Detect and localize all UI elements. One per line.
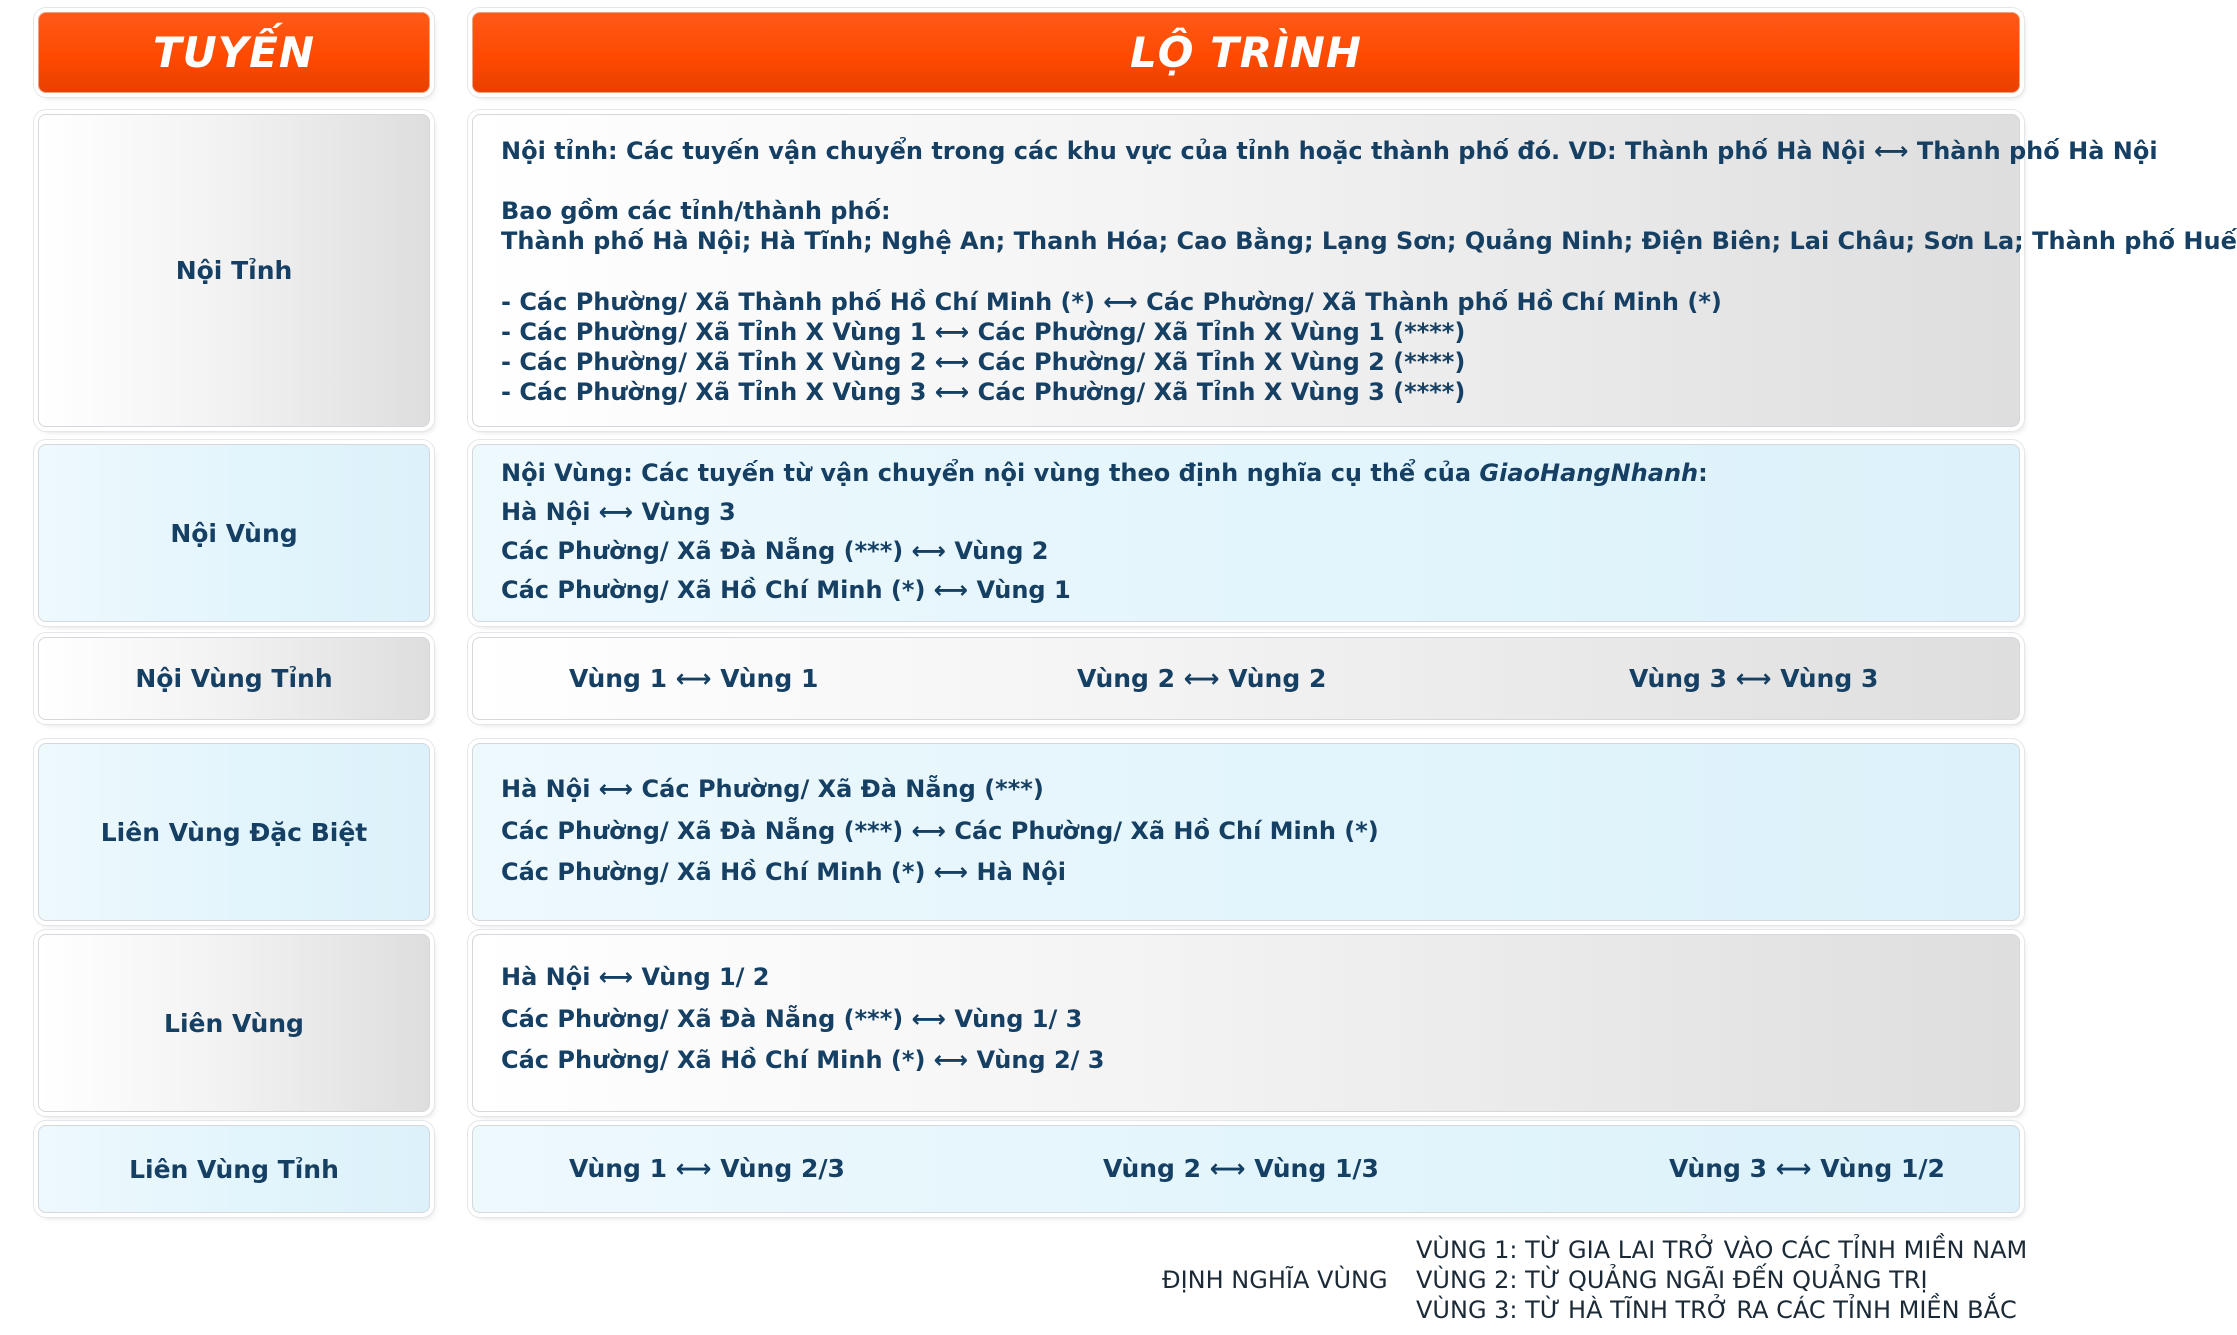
route-detail-lien-vung xyxy=(472,934,2020,1112)
route-label-text: Liên Vùng xyxy=(164,1008,304,1038)
zone-pair: Vùng 2 ⟷ Vùng 1/3 xyxy=(1103,1154,1379,1183)
detail-line: - Các Phường/ Xã Tỉnh X Vùng 1 ⟷ Các Phường/ Xã Tỉnh X Vùng 1 (****) xyxy=(501,318,1466,346)
detail-line: - Các Phường/ Xã Tỉnh X Vùng 2 ⟷ Các Phường/ Xã Tỉnh X Vùng 2 (****) xyxy=(501,348,1466,376)
detail-line: Nội tỉnh: Các tuyến vận chuyển trong các khu vực của tỉnh hoặc thành phố đó. VD: Thành phố Hà Nội ⟷ Thành phố Hà Nội xyxy=(501,137,2158,165)
zone-pair: Vùng 1 ⟷ Vùng 2/3 xyxy=(569,1154,845,1183)
header-tuyen-label: TUYẾN xyxy=(152,28,315,77)
route-detail-noi-vung-tinh xyxy=(472,637,2020,720)
detail-line: Các Phường/ Xã Đà Nẵng (***) ⟷ Vùng 1/ 3 xyxy=(501,1005,1083,1033)
route-label-lien-vung-dac-biet xyxy=(38,743,430,921)
header-tuyen xyxy=(38,12,430,93)
zone-pair: Vùng 3 ⟷ Vùng 1/2 xyxy=(1669,1154,1945,1183)
route-label-noi-tinh xyxy=(38,114,430,427)
detail-line: Các Phường/ Xã Đà Nẵng (***) ⟷ Vùng 2 xyxy=(501,537,1049,565)
zone-definition-item: VÙNG 3: TỪ HÀ TĨNH TRỞ RA CÁC TỈNH MIỀN BẮC xyxy=(1416,1296,2017,1324)
header-lo-trinh xyxy=(472,12,2020,93)
detail-line xyxy=(501,459,1708,487)
route-detail-lien-vung-dac-biet xyxy=(472,743,2020,921)
brand-name: GiaoHangNhanh xyxy=(1479,459,1699,487)
route-label-text: Liên Vùng Tỉnh xyxy=(129,1154,339,1184)
zone-pair: Vùng 3 ⟷ Vùng 3 xyxy=(1629,664,1879,693)
detail-line: - Các Phường/ Xã Tỉnh X Vùng 3 ⟷ Các Phường/ Xã Tỉnh X Vùng 3 (****) xyxy=(501,378,1466,406)
detail-line: Hà Nội ⟷ Vùng 1/ 2 xyxy=(501,963,770,991)
detail-line: Hà Nội ⟷ Các Phường/ Xã Đà Nẵng (***) xyxy=(501,775,1044,803)
route-detail-noi-vung xyxy=(472,444,2020,622)
detail-line: Các Phường/ Xã Hồ Chí Minh (*) ⟷ Vùng 2/ 3 xyxy=(501,1046,1105,1074)
zone-definition-title: ĐỊNH NGHĨA VÙNG xyxy=(1162,1266,1388,1294)
detail-line: Hà Nội ⟷ Vùng 3 xyxy=(501,498,736,526)
route-detail-noi-tinh xyxy=(472,114,2237,427)
detail-line: Các Phường/ Xã Đà Nẵng (***) ⟷ Các Phường/ Xã Hồ Chí Minh (*) xyxy=(501,817,1379,845)
zone-definition-item: VÙNG 2: TỪ QUẢNG NGÃI ĐẾN QUẢNG TRỊ xyxy=(1416,1266,1928,1294)
zone-pair: Vùng 2 ⟷ Vùng 2 xyxy=(1077,664,1327,693)
detail-line: Các Phường/ Xã Hồ Chí Minh (*) ⟷ Hà Nội xyxy=(501,858,1066,886)
route-label-text: Nội Vùng Tỉnh xyxy=(135,664,333,693)
zone-definition-item: VÙNG 1: TỪ GIA LAI TRỞ VÀO CÁC TỈNH MIỀN NAM xyxy=(1416,1236,2028,1264)
route-label-text: Liên Vùng Đặc Biệt xyxy=(100,817,368,847)
route-label-lien-vung xyxy=(38,934,430,1112)
route-label-text: Nội Vùng xyxy=(170,518,298,548)
detail-line: Thành phố Hà Nội; Hà Tĩnh; Nghệ An; Thanh Hóa; Cao Bằng; Lạng Sơn; Quảng Ninh; Điện Biên; Lai Châu; Sơn La; Thành phố Huế xyxy=(501,227,2237,255)
route-detail-lien-vung-tinh xyxy=(472,1125,2020,1213)
route-label-lien-vung-tinh xyxy=(38,1125,430,1213)
route-label-noi-vung xyxy=(38,444,430,622)
detail-line-suffix: : xyxy=(1698,459,1708,487)
detail-line: Các Phường/ Xã Hồ Chí Minh (*) ⟷ Vùng 1 xyxy=(501,576,1071,604)
detail-line: - Các Phường/ Xã Thành phố Hồ Chí Minh (*) ⟷ Các Phường/ Xã Thành phố Hồ Chí Minh (*) xyxy=(501,288,1722,316)
header-lo-trinh-label: LỘ TRÌNH xyxy=(1129,28,1362,77)
route-label-noi-vung-tinh xyxy=(38,637,430,720)
route-label-text: Nội Tỉnh xyxy=(175,256,293,285)
detail-line: Bao gồm các tỉnh/thành phố: xyxy=(501,197,891,225)
detail-line-prefix: Nội Vùng: Các tuyến từ vận chuyển nội vùng theo định nghĩa cụ thể của xyxy=(501,459,1480,487)
zone-pair: Vùng 1 ⟷ Vùng 1 xyxy=(569,664,819,693)
